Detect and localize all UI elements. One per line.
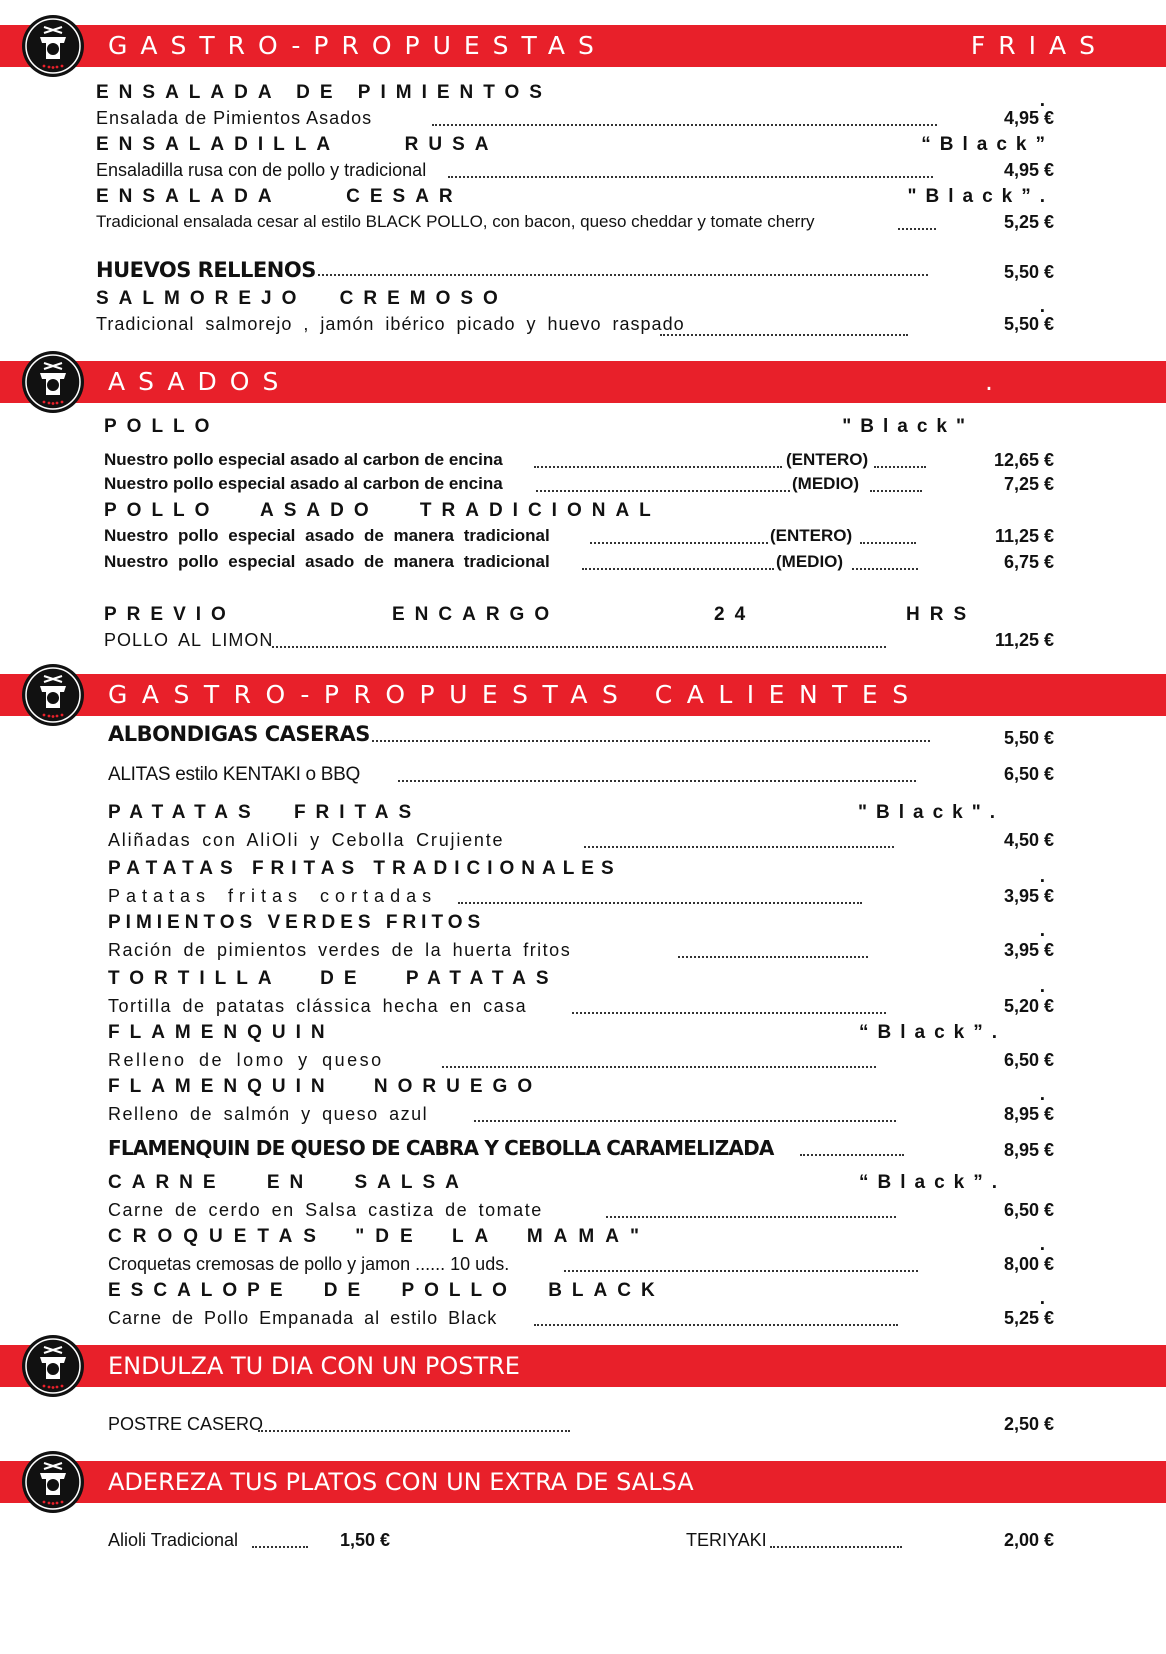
menu-item-desc <box>0 526 1166 552</box>
dot-leader <box>432 122 937 126</box>
menu-item <box>0 1280 1166 1309</box>
menu-item-desc <box>0 1530 1166 1556</box>
item-price: 6,75 € <box>1003 552 1054 572</box>
item-description: Ensaladilla rusa con de pollo y tradicional <box>96 160 427 180</box>
dot-leader <box>536 488 790 492</box>
item-name: FLAMENQUIN NORUEGO <box>108 1076 543 1097</box>
item-price: 5,50 € <box>1003 314 1054 334</box>
menu-item-desc <box>0 996 1166 1022</box>
item-price: 5,20 € <box>1003 996 1054 1016</box>
item-tag: . <box>1039 296 1054 317</box>
menu-item-desc <box>0 108 1166 134</box>
item-description: Ración de pimientos verdes de la huerta fritos <box>108 940 572 960</box>
item-price: 4,95 € <box>1003 160 1054 180</box>
dot-leader <box>252 1544 308 1548</box>
item-price: 5,25 € <box>1003 1308 1054 1328</box>
item-name: ESCALOPE DE POLLO BLACK <box>108 1280 665 1301</box>
dot-leader <box>678 954 868 958</box>
menu-item <box>0 416 1166 442</box>
menu-item-desc <box>0 1414 1166 1440</box>
item-price: 1,50 € <box>340 1530 391 1550</box>
item-description: Tortilla de patatas clássica hecha en casa <box>108 996 528 1016</box>
section-title: ADEREZA TUS PLATOS CON UN EXTRA DE SALSA <box>108 1468 694 1496</box>
item-description: Carne de Pollo Empanada al estilo Black <box>108 1308 498 1328</box>
menu-item-desc <box>0 940 1166 966</box>
item-price: 2,00 € <box>1003 1530 1054 1550</box>
previo-encargo-note <box>0 604 1166 630</box>
section-header-asados <box>0 361 1166 403</box>
item-tag: "Black”. <box>907 186 1054 207</box>
dot-leader <box>660 332 908 336</box>
dot-leader <box>606 1214 896 1218</box>
menu-item <box>0 500 1166 526</box>
item-price: 8,00 € <box>1003 1254 1054 1274</box>
item-tag: “Black”. <box>859 1172 1006 1193</box>
dot-leader <box>318 272 928 276</box>
menu-item <box>0 802 1166 828</box>
menu-item-desc <box>0 160 1166 186</box>
item-name: FLAMENQUIN <box>108 1022 335 1043</box>
item-tag: "Black" <box>842 416 974 437</box>
item-description: Croquetas cremosas de pollo y jamon ...... 10 uds. <box>108 1254 510 1274</box>
item-description: Nuestro pollo especial asado al carbon de encina <box>104 474 503 493</box>
item-description: Alioli Tradicional <box>108 1530 239 1550</box>
item-name: POLLO ASADO TRADICIONAL <box>104 500 661 521</box>
item-description: Relleno de salmón y queso azul <box>108 1104 429 1124</box>
item-price: 6,50 € <box>1003 764 1054 784</box>
item-description: Aliñadas con AliOli y Cebolla Crujiente <box>108 830 505 850</box>
item-name: ALITAS estilo KENTAKI o BBQ <box>108 764 361 785</box>
item-price: 6,50 € <box>1003 1050 1054 1070</box>
item-price: 5,50 € <box>1003 262 1054 282</box>
item-name: CROQUETAS "DE LA MAMA" <box>108 1226 650 1247</box>
chicken-logo-icon <box>20 1333 86 1399</box>
dot-leader <box>534 1322 898 1326</box>
menu-item <box>0 968 1166 997</box>
item-description: Patatas fritas cortadas <box>108 886 438 906</box>
chicken-logo-icon <box>20 1449 86 1515</box>
section-title: GASTRO-PROPUESTAS <box>108 31 607 60</box>
item-price: 12,65 € <box>993 450 1054 470</box>
item-tag: . <box>1039 976 1054 997</box>
note-word: HRS <box>906 604 977 625</box>
menu-item-desc <box>0 474 1166 500</box>
menu-item <box>0 1172 1166 1198</box>
item-price: 6,50 € <box>1003 1200 1054 1220</box>
item-price: 7,25 € <box>1003 474 1054 494</box>
menu-item <box>0 912 1166 941</box>
item-tag: “Black”. <box>859 1022 1006 1043</box>
item-tag: . <box>1039 866 1054 887</box>
item-name: HUEVOS RELLENOS <box>96 258 316 282</box>
dot-leader <box>898 226 936 230</box>
item-description: POLLO AL LIMON <box>104 630 274 650</box>
item-description: TERIYAKI <box>686 1530 767 1550</box>
item-price: 8,95 € <box>1003 1104 1054 1124</box>
item-price: 3,95 € <box>1003 886 1054 906</box>
item-price: 3,95 € <box>1003 940 1054 960</box>
dot-leader <box>590 540 768 544</box>
menu-item <box>0 722 1166 748</box>
note-word: 24 <box>714 604 756 625</box>
menu-item <box>0 764 1166 790</box>
item-tag: . <box>1039 1084 1054 1105</box>
menu-item-desc <box>0 552 1166 578</box>
section-subtitle: . <box>985 367 1006 396</box>
menu-item <box>0 134 1166 160</box>
item-description: Nuestro pollo especial asado al carbon de encina <box>104 450 503 469</box>
menu-item-desc <box>0 450 1166 476</box>
dot-leader <box>564 1268 918 1272</box>
section-title: GASTRO-PROPUESTAS CALIENTES <box>108 680 923 709</box>
section-title: ENDULZA TU DIA CON UN POSTRE <box>108 1352 520 1380</box>
note-word: PREVIO <box>104 604 236 625</box>
menu-item-desc <box>0 1050 1166 1076</box>
dot-leader <box>448 174 933 178</box>
menu-item-desc <box>0 1308 1166 1334</box>
menu-item <box>0 1136 1166 1162</box>
dot-leader <box>584 844 894 848</box>
item-name: PIMIENTOS VERDES FRITOS <box>108 912 486 933</box>
item-price: 5,50 € <box>1003 728 1054 748</box>
item-description: Tradicional salmorejo , jamón ibérico picado y huevo raspado <box>96 314 685 334</box>
item-name: ALBONDIGAS CASERAS <box>108 722 370 746</box>
section-header-salsa <box>0 1461 1166 1503</box>
dot-leader <box>372 738 930 742</box>
dot-leader <box>800 1152 904 1156</box>
item-size: (ENTERO) <box>770 526 853 545</box>
section-subtitle: FRIAS <box>970 31 1108 60</box>
dot-leader <box>860 540 916 544</box>
item-tag: “Black” <box>921 134 1054 155</box>
item-name: FLAMENQUIN DE QUESO DE CABRA Y CEBOLLA CARAMELIZADA <box>108 1136 774 1160</box>
item-description: Nuestro pollo especial asado de manera tradicional <box>104 552 550 571</box>
menu-item-desc <box>0 212 1166 238</box>
menu-item-desc <box>0 886 1166 912</box>
dot-leader <box>272 644 886 648</box>
item-price: 2,50 € <box>1003 1414 1054 1434</box>
item-description: Carne de cerdo en Salsa castiza de tomate <box>108 1200 543 1220</box>
item-name: POLLO <box>104 416 220 437</box>
item-size: (MEDIO) <box>776 552 844 571</box>
dot-leader <box>870 488 922 492</box>
item-price: 8,95 € <box>1003 1140 1054 1160</box>
item-tag: "Black". <box>858 802 1004 823</box>
item-name: SALMOREJO CREMOSO <box>96 288 508 309</box>
item-tag: . <box>1039 1234 1054 1255</box>
menu-item <box>0 1076 1166 1105</box>
item-size: (MEDIO) <box>792 474 860 493</box>
dot-leader <box>258 1428 570 1432</box>
menu-item <box>0 186 1166 212</box>
item-name: PATATAS FRITAS TRADICIONALES <box>108 858 621 879</box>
item-price: 4,50 € <box>1003 830 1054 850</box>
menu-item-desc <box>0 1104 1166 1130</box>
section-header-calientes <box>0 674 1166 716</box>
item-name: CARNE EN SALSA <box>108 1172 469 1193</box>
dot-leader <box>442 1064 876 1068</box>
chicken-logo-icon <box>20 662 86 728</box>
item-price: 5,25 € <box>1003 212 1054 232</box>
item-description: Tradicional ensalada cesar al estilo BLACK POLLO, con bacon, queso cheddar y tomate cherry <box>96 212 815 231</box>
menu-item-desc <box>0 1200 1166 1226</box>
item-size: (ENTERO) <box>786 450 869 469</box>
menu-item <box>0 858 1166 887</box>
item-tag: . <box>1039 90 1054 111</box>
item-name: ENSALADA DE PIMIENTOS <box>96 82 552 103</box>
note-word: ENCARGO <box>392 604 560 625</box>
section-header-postre <box>0 1345 1166 1387</box>
dot-leader <box>582 566 774 570</box>
dot-leader <box>534 464 782 468</box>
menu-item <box>0 82 1166 111</box>
section-title: ASADOS <box>108 367 292 396</box>
chicken-logo-icon <box>20 13 86 79</box>
dot-leader <box>874 464 926 468</box>
dot-leader <box>474 1118 896 1122</box>
item-description: Nuestro pollo especial asado de manera tradicional <box>104 526 550 545</box>
item-tag: . <box>1039 1288 1054 1309</box>
chicken-logo-icon <box>20 349 86 415</box>
item-description: Relleno de lomo y queso <box>108 1050 384 1070</box>
menu-item-desc <box>0 1254 1166 1280</box>
item-description: POSTRE CASERO <box>108 1414 264 1434</box>
item-name: ENSALADILLA RUSA <box>96 134 499 155</box>
item-price: 11,25 € <box>994 630 1054 650</box>
menu-item-desc <box>0 314 1166 340</box>
menu-item <box>0 288 1166 317</box>
item-name: PATATAS FRITAS <box>108 802 422 823</box>
dot-leader <box>458 900 862 904</box>
item-name: TORTILLA DE PATATAS <box>108 968 559 989</box>
item-price: 11,25 € <box>994 526 1054 546</box>
dot-leader <box>398 778 916 782</box>
item-name: ENSALADA CESAR <box>96 186 463 207</box>
item-price: 4,95 € <box>1003 108 1054 128</box>
dot-leader <box>572 1010 886 1014</box>
menu-item <box>0 1022 1166 1048</box>
dot-leader <box>770 1544 902 1548</box>
item-tag: . <box>1039 920 1054 941</box>
section-header-frias <box>0 25 1166 67</box>
dot-leader <box>852 566 918 570</box>
menu-item-desc <box>0 830 1166 856</box>
menu-item <box>0 258 1166 284</box>
item-description: Ensalada de Pimientos Asados <box>96 108 373 128</box>
menu-item <box>0 1226 1166 1255</box>
menu-item-desc <box>0 630 1166 656</box>
